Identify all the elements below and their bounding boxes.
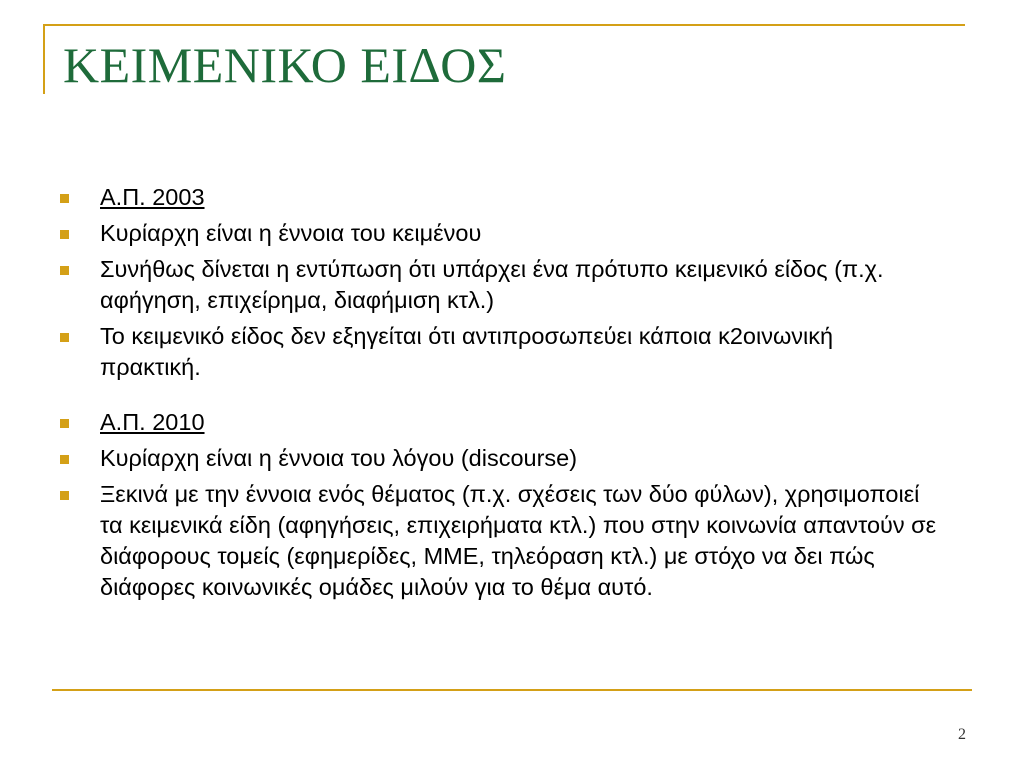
bullet-item [60,443,940,474]
bottom-frame-line [52,689,972,691]
bullet-list [60,182,940,603]
bullet-item [60,254,940,316]
bullet-text: Α.Π. 2010 [100,409,205,435]
bullet-item-ap-2003 [60,182,940,213]
square-bullet-icon [60,266,69,275]
square-bullet-icon [60,230,69,239]
square-bullet-icon [60,194,69,203]
square-bullet-icon [60,333,69,342]
bullet-text: Ξεκινά με την έννοια ενός θέματος (π.χ. σχέσεις των δύο φύλων), χρησιμοποιεί τα κειμενικά είδη (αφηγήσεις, επιχειρήματα κτλ.) που στην κοινωνία απαντούν σε διάφορους τομείς (εφημερίδες, ΜΜΕ, τηλεόραση κτλ.) με στόχο να δει πώς διάφορες κοινωνικές ομάδες μιλούν για το θέμα αυτό. [100,481,937,600]
left-frame-line [43,24,45,94]
square-bullet-icon [60,491,69,500]
square-bullet-icon [60,419,69,428]
page-number: 2 [958,726,966,743]
bullet-text: Α.Π. 2003 [100,184,205,210]
bullet-text: Κυρίαρχη είναι η έννοια του κειμένου [100,220,482,246]
bullet-item [60,321,940,383]
slide-title: ΚΕΙΜΕΝΙΚΟ ΕΙΔΟΣ [63,37,507,93]
bullet-text: Συνήθως δίνεται η εντύπωση ότι υπάρχει ένα πρότυπο κειμενικό είδος (π.χ. αφήγηση, επιχείρημα, διαφήμιση κτλ.) [100,256,884,313]
bullet-text: Το κειμενικό είδος δεν εξηγείται ότι αντιπροσωπεύει κάποια κ2οινωνική πρακτική. [100,323,834,380]
bullet-text: Κυρίαρχη είναι η έννοια του λόγου (discourse) [100,445,578,471]
bullet-item [60,218,940,249]
bullet-item [60,479,940,603]
bullet-item-ap-2010 [60,407,940,438]
slide-content [60,182,940,608]
square-bullet-icon [60,455,69,464]
top-frame-line [43,24,965,26]
